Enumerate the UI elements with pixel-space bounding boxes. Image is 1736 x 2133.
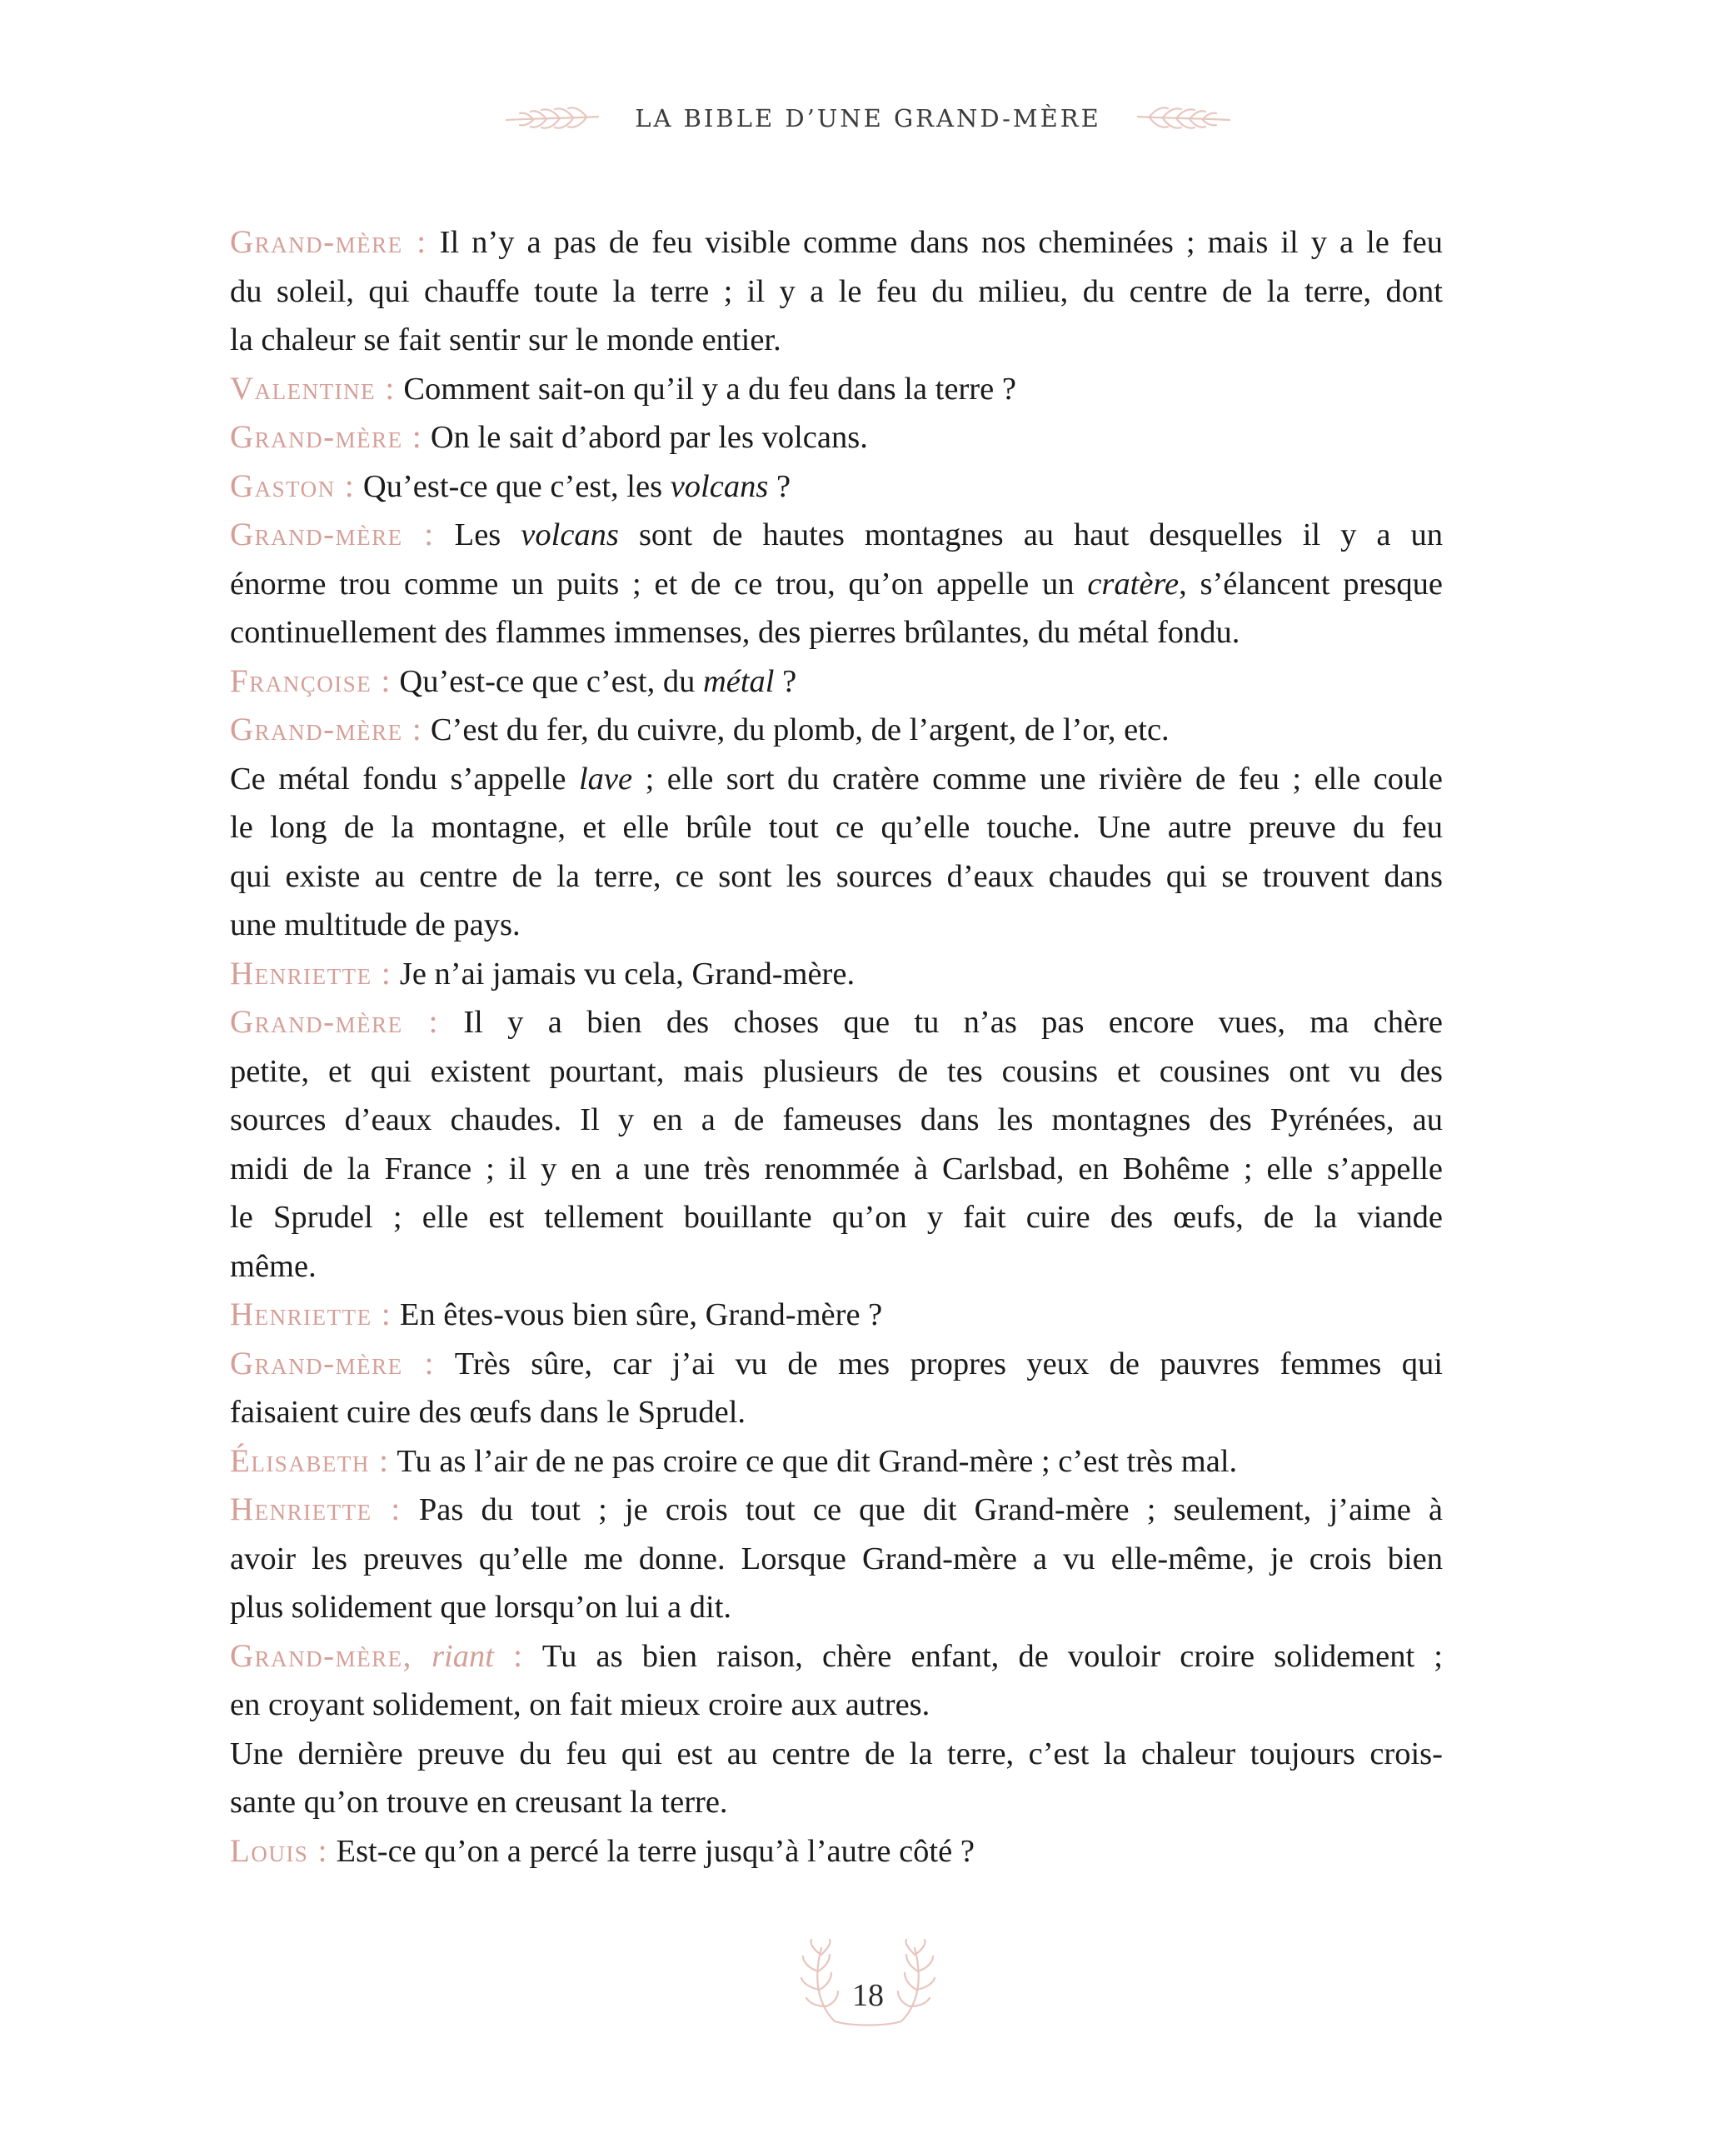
text-line: Valentine : Comment sait-on qu’il y a du feu dans la terre ? xyxy=(230,370,1016,407)
text-line: Ce métal fondu s’appelle lave ; elle sort du cratère comme une rivière de feu ; elle coule xyxy=(230,761,1444,797)
text-line: Grand-mère, riant : Tu as bien raison, chère enfant, de vouloir croire solidement ; xyxy=(230,1637,1443,1674)
text-line: faisaient cuire des œufs dans le Sprudel. xyxy=(230,1395,746,1430)
text-line: Grand-mère : C’est du fer, du cuivre, du plomb, de l’argent, de l’or, etc. xyxy=(230,712,1170,747)
text-line: Grand-mère : Il n’y a pas de feu visible comme dans nos cheminées ; mais il y a le feu xyxy=(230,224,1444,260)
text-line: Grand-mère : On le sait d’abord par les volcans. xyxy=(230,419,868,455)
speaker-label: Grand-mère : xyxy=(230,224,427,260)
text-line: Grand-mère : Très sûre, car j’ai vu de mes propres yeux de pauvres femmes qui xyxy=(230,1345,1443,1381)
leaf-sprig-icon xyxy=(503,102,601,135)
speaker-label: Grand-mère : xyxy=(230,1004,439,1040)
text-line: avoir les preuves qu’elle me donne. Lorsque Grand-mère a vu elle-même, je crois bien xyxy=(230,1541,1443,1576)
text-line: Henriette : Pas du tout ; je crois tout ce que dit Grand-mère ; seulement, j’aime à xyxy=(230,1491,1443,1527)
text-line: continuellement des flammes immenses, des pierres brûlantes, du métal fondu. xyxy=(230,615,1240,650)
text-line: Henriette : Je n’ai jamais vu cela, Grand-mère. xyxy=(230,955,856,992)
text-line: Grand-mère : Il y a bien des choses que tu n’as pas encore vues, ma chère xyxy=(230,1004,1443,1040)
speaker-label: Henriette : xyxy=(230,955,392,992)
text-line: en croyant solidement, on fait mieux croire aux autres. xyxy=(230,1687,930,1722)
text-line: Gaston : Qu’est-ce que c’est, les volcans ? xyxy=(230,467,791,504)
speaker-label: Gaston : xyxy=(230,467,356,504)
speaker-label: Louis : xyxy=(230,1832,328,1869)
page-number: 18 xyxy=(852,1978,884,2013)
speaker-label: Grand-mère, xyxy=(230,1637,412,1674)
text-line: Élisabeth : Tu as l’air de ne pas croire ce que dit Grand-mère ; c’est très mal. xyxy=(230,1442,1238,1479)
speaker-label: Françoise : xyxy=(230,662,392,699)
text-line: qui existe au centre de la terre, ce sont les sources d’eaux chaudes qui se trouvent dans xyxy=(230,858,1443,894)
speaker-label: Grand-mère : xyxy=(230,517,435,552)
speaker-label: Valentine : xyxy=(230,370,396,407)
text-line: Une dernière preuve du feu qui est au centre de la terre, c’est la chaleur toujours crois- xyxy=(230,1736,1443,1771)
text-line: sante qu’on trouve en creusant la terre. xyxy=(230,1785,728,1820)
speaker-label: Henriette : xyxy=(230,1491,402,1527)
running-title: LA BIBLE D’UNE GRAND-MÈRE xyxy=(635,104,1101,132)
text-line: le Sprudel ; elle est tellement bouillante qu’on y fait cuire des œufs, de la viande xyxy=(230,1200,1443,1235)
text-line: le long de la montagne, et elle brûle tout ce qu’elle touche. Une autre preuve du feu xyxy=(230,810,1443,845)
text-line: Françoise : Qu’est-ce que c’est, du métal ? xyxy=(230,662,797,699)
text-line: Louis : Est-ce qu’on a percé la terre jusqu’à l’autre côté ? xyxy=(230,1832,975,1869)
running-header xyxy=(0,93,1736,143)
text-line: la chaleur se fait sentir sur le monde entier. xyxy=(230,322,781,357)
speaker-label: Grand-mère : xyxy=(230,712,423,747)
speaker-label: Grand-mère : xyxy=(230,419,423,455)
text-line: énorme trou comme un puits ; et de ce trou, qu’on appelle un cratère, s’élancent presque xyxy=(230,566,1444,602)
text-line: Henriette : En êtes-vous bien sûre, Grand-mère ? xyxy=(230,1296,883,1332)
text-line: même. xyxy=(230,1248,317,1284)
leaf-sprig-icon xyxy=(1135,102,1233,135)
text-line: Grand-mère : Les volcans sont de hautes montagnes au haut desquelles il y a un xyxy=(230,517,1444,552)
text-line: du soleil, qui chauffe toute la terre ; il y a le feu du milieu, du centre de la terre, dont xyxy=(230,273,1443,309)
page-body-text xyxy=(230,218,1443,1876)
text-line: midi de la France ; il y en a une très renommée à Carlsbad, en Bohême ; elle s’appelle xyxy=(230,1151,1443,1186)
text-line: une multitude de pays. xyxy=(230,907,521,942)
speaker-label: Élisabeth : xyxy=(230,1442,390,1479)
text-line: plus solidement que lorsqu’on lui a dit. xyxy=(230,1590,732,1625)
text-line: sources d’eaux chaudes. Il y en a de fameuses dans les montagnes des Pyrénées, au xyxy=(230,1102,1443,1137)
text-line: petite, et qui existent pourtant, mais plusieurs de tes cousins et cousines ont vu des xyxy=(230,1053,1443,1089)
speaker-label: Henriette : xyxy=(230,1296,392,1332)
speaker-label: Grand-mère : xyxy=(230,1345,436,1381)
speaker-direction: riant xyxy=(432,1638,494,1674)
